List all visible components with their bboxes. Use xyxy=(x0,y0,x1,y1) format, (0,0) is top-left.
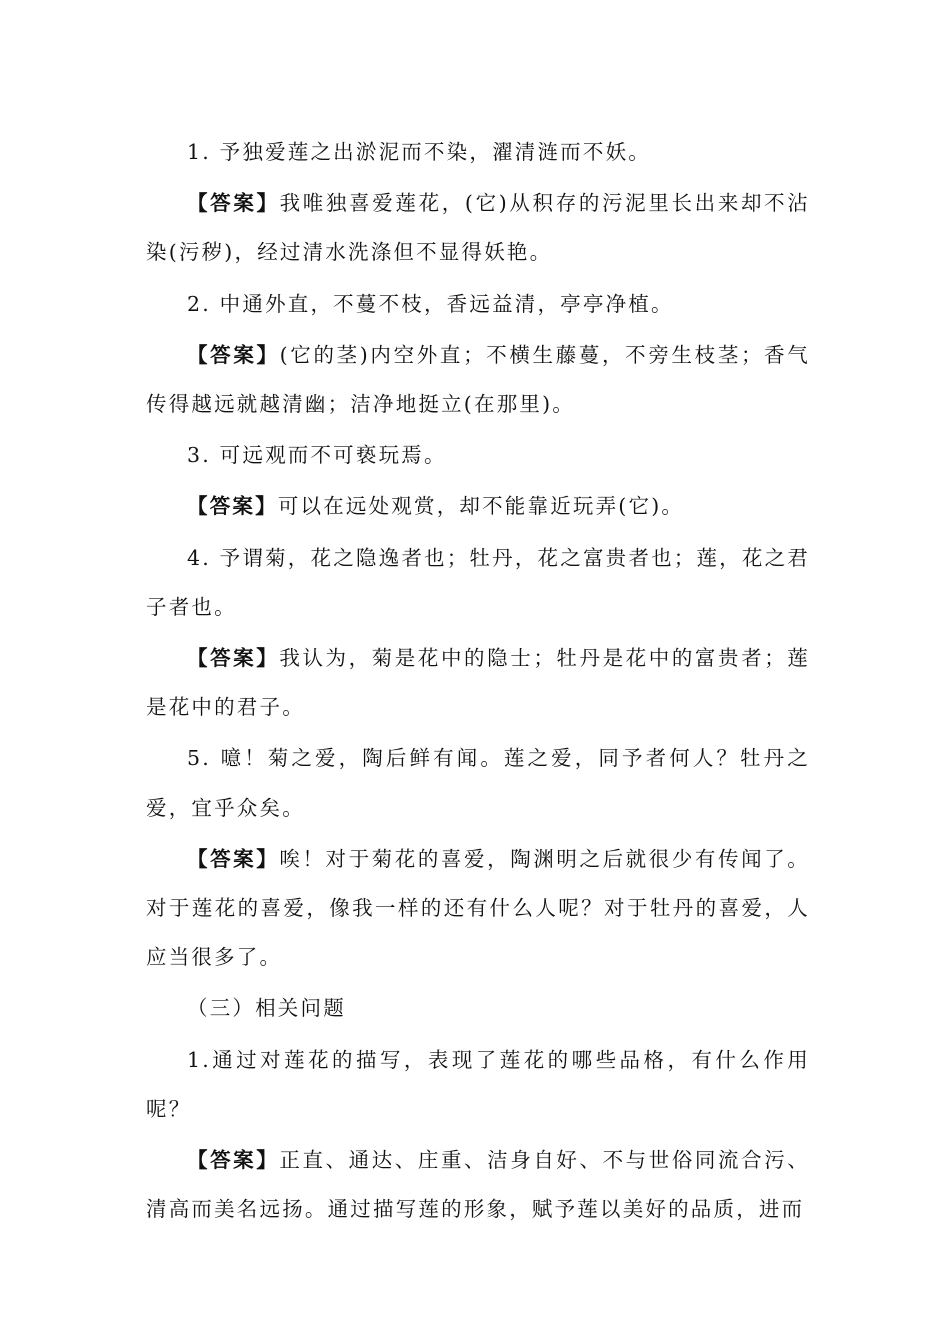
question-5 xyxy=(146,734,810,832)
question-text: 5. 噫！菊之爱，陶后鲜有闻。莲之爱，同予者何人？牡丹之爱，宜乎众矣。 xyxy=(146,746,810,820)
question-text: 1. 予独爱莲之出淤泥而不染，濯清涟而不妖。 xyxy=(187,140,651,164)
answer-text: (它的茎)内空外直；不横生藤蔓，不旁生枝茎；香气传得越远就越清幽；洁净地挺立(在那里)。 xyxy=(146,342,810,417)
section-heading-text: （三）相关问题 xyxy=(187,996,346,1021)
question-text: 1.通过对莲花的描写，表现了莲花的哪些品格，有什么作用呢？ xyxy=(146,1047,810,1121)
question-4 xyxy=(146,534,810,632)
section-heading xyxy=(146,984,810,1033)
answer-text: 我唯独喜爱莲花，(它)从积存的污泥里长出来却不沾染(污秽)，经过清水洗涤但不显得妖艳。 xyxy=(146,191,810,265)
question-text: 4. 予谓菊，花之隐逸者也；牡丹，花之富贵者也；莲，花之君子者也。 xyxy=(146,545,810,619)
answer-1 xyxy=(146,179,810,277)
answer-tag: 【答案】 xyxy=(187,646,280,671)
question-text: 3. 可远观而不可亵玩焉。 xyxy=(187,443,447,468)
answer-4 xyxy=(146,634,810,732)
answer-text: 可以在远处观赏，却不能靠近玩弄(它)。 xyxy=(277,494,685,519)
answer-text: 正直、通达、庄重、洁身自好、不与世俗同流合污、清高而美名远扬。通过描写莲的形象，赋予莲以美好的品质，进而 xyxy=(146,1148,810,1222)
answer-text: 唉！对于菊花的喜爱，陶渊明之后就很少有传闻了。对于莲花的喜爱，像我一样的还有什么人呢？对于牡丹的喜爱，人应当很多了。 xyxy=(146,846,810,970)
answer-text: 我认为，菊是花中的隐士；牡丹是花中的富贵者；莲是花中的君子。 xyxy=(146,646,810,720)
question-2 xyxy=(146,280,810,329)
question-3 xyxy=(146,431,810,480)
answer-tag: 【答案】 xyxy=(187,494,278,519)
answer-tag: 【答案】 xyxy=(187,191,280,216)
answer-2 xyxy=(146,331,810,429)
document-body xyxy=(146,128,810,1236)
answer-tag: 【答案】 xyxy=(187,342,280,367)
question-1 xyxy=(146,128,810,177)
answer-3 xyxy=(146,482,810,531)
answer-tag: 【答案】 xyxy=(187,1148,280,1173)
related-question-1 xyxy=(146,1036,810,1134)
question-text: 2. 中通外直，不蔓不枝，香远益清，亭亭净植。 xyxy=(187,291,674,316)
answer-tag: 【答案】 xyxy=(187,846,280,871)
related-answer-1 xyxy=(146,1136,810,1234)
answer-5 xyxy=(146,835,810,983)
